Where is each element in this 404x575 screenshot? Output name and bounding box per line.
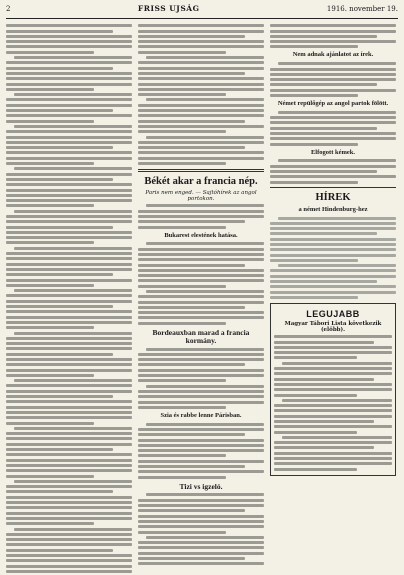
text-line [138,109,264,112]
text-line [138,562,264,565]
text-line [6,554,132,557]
text-line [14,528,132,531]
text-line [138,146,245,149]
text-line [6,72,132,75]
text-line [274,341,374,344]
text-line [6,173,132,176]
text-line [138,465,245,468]
text-line [270,170,377,173]
text-line [14,480,132,483]
text-line [6,464,132,467]
text-line [14,247,132,250]
news-header: HÍREK [315,191,351,203]
text-line [138,258,264,261]
text-line [138,363,245,366]
text-line [6,236,132,239]
text-line [138,470,264,473]
text-line [274,394,357,397]
text-line [138,114,264,117]
text-line [138,24,264,27]
text-line [146,423,264,426]
text-line [138,449,264,452]
text-line [138,541,264,544]
text-line [270,35,377,38]
text-line [6,411,132,414]
text-line [6,61,132,64]
text-line [6,469,132,472]
text-line [6,30,113,33]
text-line [270,280,377,283]
text-line [6,189,132,192]
text-line [6,136,132,139]
text-line [138,406,226,409]
text-line [138,374,264,377]
text-line [138,285,226,288]
text-line [138,88,264,91]
text-line [6,416,132,419]
text-line [6,369,132,372]
text-line [138,72,245,75]
text-line [14,332,132,335]
text-line [270,285,396,288]
text-line [278,159,396,162]
text-line [270,94,358,97]
text-line [138,130,226,133]
text-line [270,116,396,119]
text-line [270,137,396,140]
text-line [274,404,392,407]
text-line [6,485,132,488]
text-line [138,476,226,479]
text-line [138,499,264,502]
text-line [138,515,264,518]
text-line [6,294,132,297]
text-line [6,273,113,276]
text-line [278,264,396,267]
text-line [274,388,392,391]
text-line [6,517,132,520]
text-line [146,290,264,293]
divider [270,187,396,188]
text-line [146,242,264,245]
text-line [274,372,392,375]
text-line [270,165,396,168]
text-line [6,24,132,27]
latest-news-box [270,303,396,476]
text-line [138,316,264,319]
text-line [14,210,132,213]
text-line [14,427,132,430]
text-line [6,549,113,552]
news-subheader: a német Hindenburg-hez [298,205,368,213]
text-line [6,353,113,356]
issue-date: 1916. november 19. [326,5,398,13]
text-line [138,301,264,304]
text-line [146,56,264,59]
text-line [274,378,374,381]
text-line [6,384,132,387]
text-line [138,454,226,457]
text-line [138,253,264,256]
text-line [274,383,392,386]
text-line [138,120,245,123]
text-line [138,141,264,144]
headline-aircraft: Német repülőgép az angol partok fölött. [277,100,389,108]
text-line [138,279,264,282]
text-line [138,557,245,560]
text-line [270,45,358,48]
text-line [274,420,374,423]
text-line [270,222,396,225]
text-line [6,45,132,48]
text-line [138,306,245,309]
text-line [270,296,358,299]
text-line [270,89,396,92]
text-line [270,68,396,71]
text-line [6,337,132,340]
text-line [6,215,132,218]
text-line [138,428,264,431]
text-line [138,157,264,160]
headline-peace-sub: Paris nem enged. — Sajtóhírek az angol portokon. [145,190,257,203]
text-line [14,56,132,59]
text-line [6,422,94,425]
text-line [138,104,264,107]
text-line [6,194,132,197]
text-line [6,448,113,451]
text-line [138,215,264,218]
text-line [274,356,357,359]
text-line [270,121,396,124]
text-line [138,93,226,96]
headline-peace: Békét akar a francia nép. [144,176,258,188]
text-line [6,543,132,546]
text-line [6,77,132,80]
text-line [138,504,264,507]
text-line [138,61,264,64]
text-line [6,374,94,377]
text-line [138,77,264,80]
text-line [6,443,132,446]
text-line [6,98,132,101]
text-line [270,83,377,86]
column-3 [270,22,396,575]
text-line [6,326,94,329]
text-line [274,335,392,338]
column-1 [6,22,132,575]
text-line [274,468,357,471]
text-line [146,348,264,351]
column-2 [138,22,264,575]
text-line [138,264,245,267]
text-line [138,552,264,555]
text-line [138,125,264,128]
section-divider [138,169,264,172]
text-line [6,241,94,244]
text-line [138,401,264,404]
text-line [6,162,94,165]
text-line [138,151,264,154]
text-line [6,406,132,409]
text-line [6,363,132,366]
headline-paris: Szia és rabbe lenne Párisban. [160,411,242,419]
text-line [6,35,132,38]
text-line [6,496,132,499]
text-line [6,141,132,144]
text-line [6,263,132,266]
text-line [6,67,113,70]
newspaper-title: FRISS UJSÁG [137,4,200,13]
text-line [14,379,132,382]
text-line [6,400,132,403]
text-line [6,51,94,54]
text-line [138,460,264,463]
text-line [274,409,392,412]
text-line [6,310,132,313]
text-line [274,431,357,434]
text-line [6,151,132,154]
text-line [6,475,94,478]
text-line [6,358,132,361]
text-line [6,342,132,345]
text-line [270,78,396,81]
text-line [6,565,132,568]
text-line [138,520,264,523]
text-line [270,275,396,278]
text-line [6,538,132,541]
text-line [282,362,392,365]
text-line [274,446,374,449]
text-line [270,254,396,257]
text-line [146,136,264,139]
text-line [282,436,392,439]
text-line [138,248,264,251]
text-line [274,425,392,428]
page-header [6,4,398,19]
text-line [274,367,392,370]
text-line [274,415,392,418]
text-line [6,522,94,525]
text-line [138,395,264,398]
text-line [14,289,132,292]
headline-misc: Tizi vs igzeló. [179,481,223,491]
text-line [6,146,113,149]
text-line [146,204,264,207]
text-line [138,295,264,298]
text-line [6,501,132,504]
text-line [270,291,396,294]
page-number: 2 [6,5,11,13]
text-line [6,130,132,133]
text-line [146,385,264,388]
text-line [274,351,392,354]
text-line [6,279,132,282]
text-line [270,227,396,230]
text-line [278,62,396,65]
text-line [6,284,94,287]
text-line [270,232,377,235]
text-line [6,120,94,123]
text-line [6,459,132,462]
text-line [146,493,264,496]
text-line [270,248,396,251]
headline-spies: Elfogott kémek. [310,148,356,156]
text-line [138,322,226,325]
text-line [138,162,226,165]
text-line [6,533,132,536]
text-line [14,93,132,96]
text-line [6,178,113,181]
text-line [6,104,132,107]
text-line [6,268,132,271]
text-line [6,453,132,456]
text-line [6,432,132,435]
text-line [138,444,264,447]
text-line [6,390,132,393]
text-line [274,346,392,349]
text-line [6,226,113,229]
text-line [6,437,132,440]
text-line [6,204,94,207]
text-line [270,181,358,184]
text-line [138,433,245,436]
text-line [14,125,132,128]
text-line [6,300,132,303]
text-line [138,390,264,393]
text-line [274,462,392,465]
text-line [138,45,264,48]
text-line [6,570,132,573]
text-line [138,51,226,54]
text-line [138,525,264,528]
text-line [270,175,396,178]
text-line [138,509,245,512]
text-line [270,269,396,272]
text-line [270,243,396,246]
text-line [270,259,358,262]
text-line [138,531,226,534]
text-line [138,83,264,86]
latest-news-title: LEGUJABB [306,308,360,319]
text-line [138,546,264,549]
text-line [6,490,113,493]
text-line [138,30,264,33]
text-line [6,506,132,509]
text-line [146,98,264,101]
headline-bukarest: Bukarest elestének hatása. [164,231,238,239]
text-line [14,167,132,170]
text-line [6,40,132,43]
text-line [274,457,392,460]
text-line [6,109,113,112]
text-line [6,559,132,562]
latest-news-sub: Magyar Tábori Lista következik (előbb). [284,320,382,333]
text-line [270,73,396,76]
text-line [138,353,264,356]
text-line [6,512,132,515]
text-line [270,30,396,33]
text-line [6,321,132,324]
text-line [6,395,113,398]
text-line [138,220,245,223]
text-line [138,226,226,229]
text-line [138,269,264,272]
text-line [274,441,392,444]
headline-irish: Nem adnak ajánlatot az írek. [292,51,374,59]
text-line [270,24,396,27]
text-line [6,114,132,117]
text-line [6,231,132,234]
text-line [270,132,396,135]
text-line [6,252,132,255]
headline-bordeaux: Bordeauxban marad a francia kormány. [152,327,250,345]
text-line [270,238,396,241]
text-line [146,536,264,539]
text-line [138,40,264,43]
text-line [138,369,264,372]
text-line [6,199,132,202]
text-line [6,88,94,91]
text-line [278,111,396,114]
text-line [138,35,245,38]
text-line [138,67,264,70]
text-line [138,379,226,382]
text-line [6,183,132,186]
text-line [270,127,377,130]
text-line [6,347,132,350]
text-line [282,399,392,402]
text-line [270,40,396,43]
text-line [6,83,132,86]
text-line [6,157,132,160]
text-line [6,257,132,260]
text-line [6,305,113,308]
text-line [138,311,264,314]
text-line [6,220,132,223]
text-line [274,452,392,455]
text-line [138,210,264,213]
text-line [138,439,264,442]
text-line [138,274,264,277]
text-line [138,358,264,361]
text-line [270,143,358,146]
text-line [6,316,132,319]
text-line [278,217,396,220]
